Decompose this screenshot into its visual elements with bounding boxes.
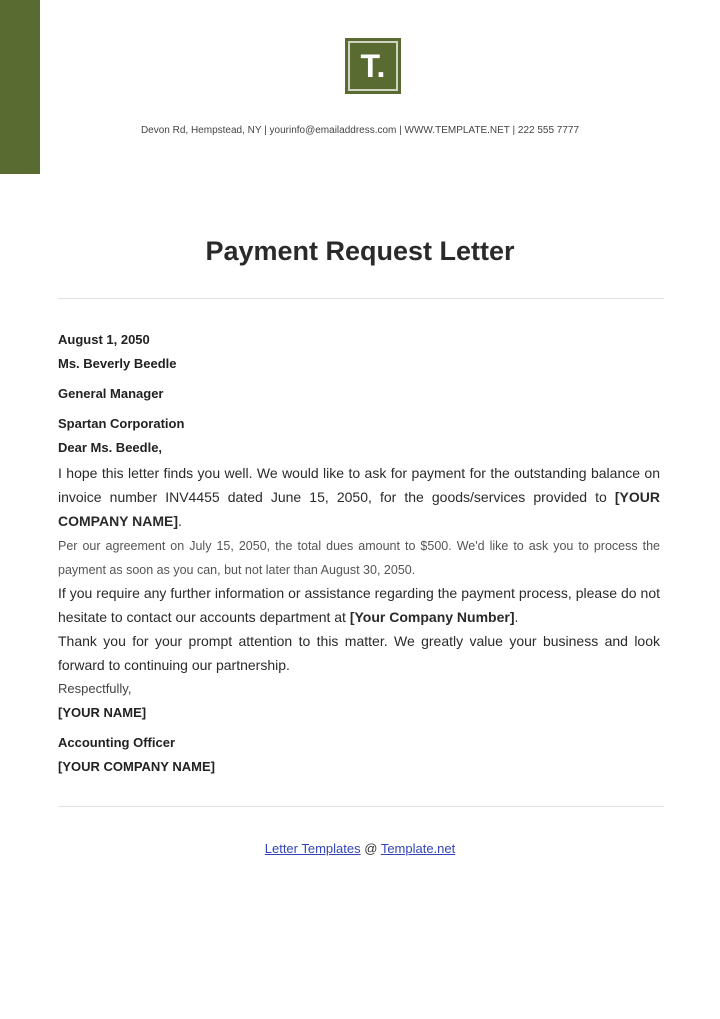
paragraph-1-text: I hope this letter finds you well. We would like to ask for payment for the outstanding balance on invoice number INV4455 dated June 15, 2050, for the goods/services provided to bbox=[58, 465, 660, 505]
contact-line: Devon Rd, Hempstead, NY | yourinfo@emailaddress.com | WWW.TEMPLATE.NET | 222 555 7777 bbox=[140, 125, 580, 136]
paragraph-1 bbox=[58, 461, 660, 533]
paragraph-2 bbox=[58, 534, 660, 582]
sender-company: [YOUR COMPANY NAME] bbox=[58, 759, 215, 774]
footer-separator: @ bbox=[360, 841, 381, 856]
template-logo bbox=[345, 38, 401, 94]
page-title: Payment Request Letter bbox=[205, 236, 515, 266]
top-divider bbox=[58, 298, 664, 299]
paragraph-4-text: Thank you for your prompt attention to this matter. We greatly value your business and look forward to continuing our partnership. bbox=[58, 633, 660, 673]
logo-letter: T. bbox=[360, 48, 386, 84]
closing: Respectfully, bbox=[58, 681, 132, 696]
letter-date: August 1, 2050 bbox=[58, 332, 150, 347]
recipient-name: Ms. Beverly Beedle bbox=[58, 356, 177, 371]
recipient-title: General Manager bbox=[58, 386, 164, 401]
template-net-link[interactable]: Template.net bbox=[380, 841, 456, 856]
paragraph-4 bbox=[58, 629, 660, 677]
bottom-divider bbox=[58, 806, 664, 807]
paragraph-3-text: If you require any further information or assistance regarding the payment process, please do not hesitate to contact our accounts department at bbox=[58, 585, 660, 625]
side-accent-bar bbox=[0, 0, 40, 174]
paragraph-1-end: . bbox=[178, 513, 182, 529]
sender-title: Accounting Officer bbox=[58, 735, 176, 750]
sender-name: [YOUR NAME] bbox=[58, 705, 147, 720]
paragraph-3 bbox=[58, 581, 660, 629]
paragraph-3-end: . bbox=[514, 609, 519, 625]
footer bbox=[40, 841, 680, 856]
company-name-placeholder: [YOUR COMPANY NAME] bbox=[58, 489, 660, 529]
salutation: Dear Ms. Beedle, bbox=[58, 440, 163, 455]
recipient-company: Spartan Corporation bbox=[58, 416, 185, 431]
company-number-placeholder: [Your Company Number] bbox=[349, 609, 515, 625]
paragraph-2-text: Per our agreement on July 15, 2050, the total dues amount to $500. We'd like to ask you to process the payment as soon as you can, but not later than August 30, 2050. bbox=[58, 539, 660, 577]
letter-templates-link[interactable]: Letter Templates bbox=[264, 841, 361, 856]
